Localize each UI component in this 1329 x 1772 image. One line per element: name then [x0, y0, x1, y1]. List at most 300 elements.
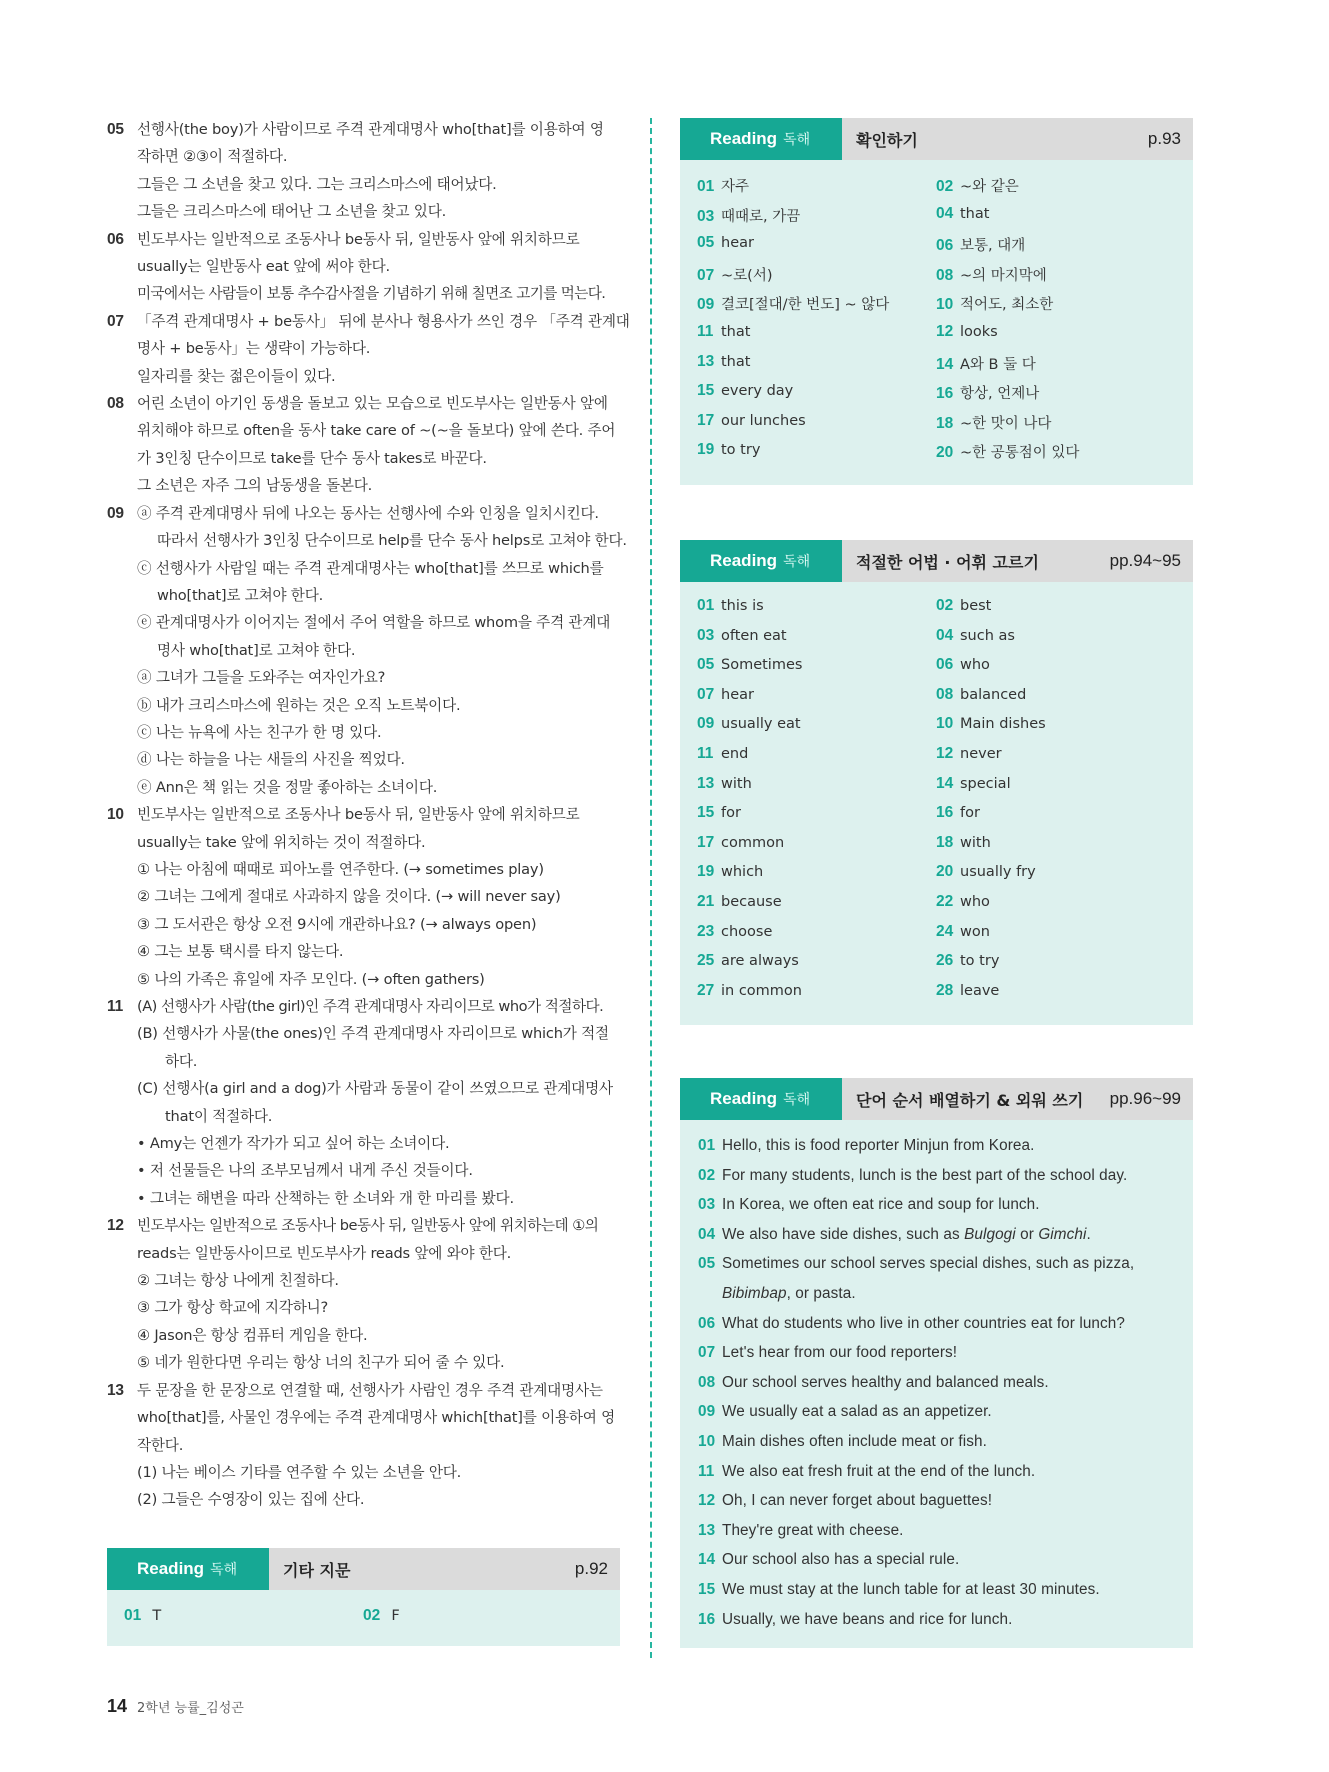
sentence-item	[698, 1611, 1012, 1629]
answer-item	[697, 293, 889, 314]
sentence-number: 02	[698, 1166, 716, 1184]
answer-item	[697, 863, 763, 881]
text-line: 그 소년은 자주 그의 남동생을 돌본다.	[137, 477, 373, 495]
question-10	[107, 801, 627, 993]
answer-item	[697, 412, 806, 430]
answer-item	[936, 745, 1002, 763]
sentence-item	[698, 1581, 1100, 1599]
answer-number: 05	[697, 234, 715, 252]
sentence-number: 05	[698, 1255, 716, 1273]
question-05	[107, 116, 627, 226]
text-line: ④ Jason은 항상 컴퓨터 게임을 한다.	[137, 1326, 368, 1344]
answer-number: 04	[936, 626, 954, 644]
answer-number: 02	[936, 597, 954, 614]
answer-item	[936, 597, 991, 615]
reading-tag	[680, 118, 842, 160]
answer-text: Main dishes	[960, 716, 1046, 733]
question-number: 12	[107, 1217, 124, 1235]
section-title: 기타 지문	[283, 1560, 351, 1580]
text-line: ⓔ 관계대명사가 이어지는 절에서 주어 역할을 하므로 whom을 주격 관계대	[137, 614, 611, 632]
answer-number: 07	[697, 685, 715, 703]
sentence-item	[698, 1315, 1125, 1333]
answer-number: 02	[363, 1607, 381, 1624]
answer-text: common	[721, 834, 785, 851]
tag-english: Reading	[710, 551, 778, 570]
answer-item	[936, 863, 1036, 881]
answer-number: 16	[936, 385, 954, 403]
sentence-item	[698, 1551, 959, 1569]
answer-number: 18	[936, 833, 954, 851]
sentence-item	[698, 1344, 957, 1362]
question-number: 06	[107, 230, 124, 248]
sentence-number: 12	[698, 1492, 716, 1510]
answer-number: 26	[936, 952, 954, 970]
sentence-text: We also have side dishes, such as Bulgogi or Gimchi.	[722, 1225, 1091, 1243]
text-line: 「주격 관계대명사 + be동사」 뒤에 분사나 형용사가 쓰인 경우 「주격 관계대	[137, 312, 630, 330]
section-word-order	[680, 1078, 1193, 1648]
text-line: reads는 일반동사이므로 빈도부사가 reads 앞에 와야 한다.	[137, 1244, 512, 1262]
sentence-text: Bibimbap, or pasta.	[722, 1285, 856, 1302]
answer-item	[936, 686, 1026, 704]
answer-text: hear	[721, 686, 754, 703]
answer-number: 01	[697, 178, 715, 195]
answer-item	[697, 893, 782, 911]
answer-item	[697, 597, 764, 615]
sentence-text: Let's hear from our food reporters!	[722, 1344, 958, 1362]
answer-text: 자주	[721, 179, 750, 195]
sentence-number: 10	[698, 1433, 716, 1450]
sentence-text: Sometimes our school serves special dishes, such as pizza,	[722, 1255, 1135, 1273]
answer-item	[936, 293, 1053, 314]
answer-number: 06	[936, 237, 954, 255]
answer-text: to try	[721, 442, 761, 459]
answer-item	[936, 441, 1079, 462]
answer-text: ~한 맛이 나다	[960, 415, 1052, 432]
answer-text: ~의 마지막에	[960, 267, 1047, 284]
answer-item	[936, 205, 989, 223]
page-reference: pp.94~95	[1109, 551, 1181, 570]
answer-text: such as	[960, 627, 1015, 644]
sentence-item	[698, 1196, 1040, 1214]
answer-item	[697, 382, 793, 400]
answer-text: hear	[721, 235, 754, 252]
answer-text: Sometimes	[721, 657, 803, 674]
answer-text: in common	[721, 982, 802, 999]
answer-text: T	[152, 1608, 162, 1624]
text-line: usually는 take 앞에 위치하는 것이 적절하다.	[137, 833, 426, 851]
question-number: 05	[107, 121, 124, 138]
section-header	[680, 1078, 1193, 1120]
answer-text: who	[960, 894, 990, 910]
sentence-item	[698, 1255, 1134, 1273]
tag-english: Reading	[710, 129, 778, 148]
sentence-text: We usually eat a salad as an appetizer.	[722, 1403, 992, 1421]
sentence-number: 04	[698, 1225, 716, 1243]
sentence-text: In Korea, we often eat rice and soup for lunch.	[722, 1196, 1040, 1214]
answer-item	[936, 834, 991, 852]
sentence-number: 15	[698, 1581, 716, 1598]
text-line: ⓔ Ann은 책 읽는 것을 정말 좋아하는 소녀이다.	[137, 778, 438, 796]
text-line: 작하면 ②③이 적절하다.	[137, 148, 288, 166]
question-number: 10	[107, 806, 124, 824]
question-12	[107, 1212, 627, 1376]
question-11	[107, 993, 627, 1212]
sentence-text: Hello, this is food reporter Minjun from Korea.	[722, 1137, 1035, 1154]
answer-item	[124, 1607, 161, 1625]
text-line: 작한다.	[137, 1436, 184, 1454]
section-header	[680, 540, 1193, 582]
text-line: 하다.	[165, 1052, 198, 1070]
sentence-item	[698, 1492, 992, 1510]
answer-item	[936, 715, 1046, 733]
answer-text: this is	[721, 598, 764, 614]
answer-number: 09	[697, 715, 715, 733]
text-line: 그들은 그 소년을 찾고 있다. 그는 크리스마스에 태어났다.	[137, 175, 497, 193]
answer-number: 01	[124, 1607, 142, 1624]
answer-number: 14	[936, 774, 954, 792]
answer-item	[936, 923, 990, 941]
sentence-item	[698, 1463, 1035, 1481]
text-line: 명사 + be동사」는 생략이 가능하다.	[137, 340, 371, 358]
text-line: ④ 그는 보통 택시를 타지 않는다.	[137, 943, 344, 961]
text-line: ⓑ 내가 크리스마스에 원하는 것은 오직 노트북이다.	[137, 696, 461, 714]
answer-text: balanced	[960, 686, 1027, 703]
sentence-number: 13	[698, 1521, 716, 1539]
answer-number: 17	[697, 833, 715, 851]
sentence-text: We must stay at the lunch table for at least 30 minutes.	[722, 1581, 1100, 1598]
answer-number: 28	[936, 981, 954, 999]
reading-tag	[107, 1548, 269, 1590]
text-line: (1) 나는 베이스 기타를 연주할 수 있는 소년을 안다.	[137, 1463, 462, 1481]
answer-number: 01	[697, 597, 715, 614]
text-line: (C) 선행사(a girl and a dog)가 사람과 동물이 같이 쓰였으므로 관계대명사	[137, 1080, 613, 1098]
answer-text: 결코[절대/한 번도] ~ 않다	[721, 297, 890, 314]
answer-text: 항상, 언제나	[960, 386, 1040, 403]
answer-item	[697, 234, 754, 252]
text-line: 그들은 크리스마스에 태어난 그 소년을 찾고 있다.	[137, 203, 447, 221]
answer-item	[936, 412, 1051, 433]
sentence-text: We also eat fresh fruit at the end of the lunch.	[722, 1462, 1036, 1480]
reading-tag	[680, 540, 842, 582]
sentence-number: 09	[698, 1403, 716, 1421]
answer-text: F	[391, 1608, 400, 1624]
text-line: ⓐ 그녀가 그들을 도와주는 여자인가요?	[137, 669, 386, 687]
answer-number: 07	[697, 266, 715, 284]
answer-text: never	[960, 746, 1002, 762]
answer-number: 06	[936, 656, 954, 674]
answer-text: 보통, 대개	[960, 238, 1026, 255]
sentence-item	[698, 1403, 992, 1421]
answer-item	[936, 775, 1011, 793]
sentence-text: They're great with cheese.	[722, 1521, 904, 1539]
section-title: 적절한 어법 · 어휘 고르기	[856, 552, 1039, 572]
answer-item	[697, 775, 752, 793]
sentence-number: 16	[698, 1610, 716, 1628]
answer-item	[936, 353, 1036, 374]
answer-number: 27	[697, 981, 715, 999]
text-line: ⑤ 나의 가족은 휴일에 자주 모인다. (→ often gathers)	[137, 970, 485, 988]
question-08	[107, 390, 627, 500]
question-number: 07	[107, 312, 124, 330]
sentence-number: 07	[698, 1344, 716, 1362]
answer-number: 15	[697, 804, 715, 822]
answer-text: to try	[960, 953, 1000, 970]
text-line: who[that]를, 사물인 경우에는 주격 관계대명사 which[that]를 이용하여 영	[137, 1409, 616, 1427]
question-number: 13	[107, 1381, 124, 1399]
text-line: 일자리를 찾는 젊은이들이 있다.	[137, 367, 336, 385]
text-line: ⓐ 주격 관계대명사 뒤에 나오는 동사는 선행사에 수와 인칭을 일치시킨다.	[137, 504, 599, 522]
text-line: (B) 선행사가 사물(the ones)인 주격 관계대명사 자리이므로 which가 적절	[137, 1025, 609, 1043]
tag-english: Reading	[710, 1089, 778, 1108]
tag-english: Reading	[137, 1559, 205, 1578]
answer-text: A와 B 둘 다	[960, 356, 1036, 373]
answer-item	[936, 234, 1025, 255]
answer-text: that	[721, 353, 751, 370]
text-line: • 저 선물들은 나의 조부모님께서 내게 주신 것들이다.	[137, 1162, 473, 1180]
answer-text: leave	[960, 982, 1000, 999]
answer-item	[936, 893, 990, 911]
answer-item	[697, 627, 787, 645]
text-line: ⓒ 선행사가 사람일 때는 주격 관계대명사는 who[that]를 쓰므로 which를	[137, 559, 604, 577]
text-line: 선행사(the boy)가 사람이므로 주격 관계대명사 who[that]를 이용하여 영	[137, 121, 604, 138]
text-line: (A) 선행사가 사람(the girl)인 주격 관계대명사 자리이므로 who가 적절하다.	[137, 998, 604, 1015]
section-title: 확인하기	[856, 130, 918, 150]
question-09	[107, 500, 627, 801]
answer-number: 15	[697, 382, 715, 400]
text-line: 빈도부사는 일반적으로 조동사나 be동사 뒤, 일반동사 앞에 위치하는데 ①의	[137, 1217, 599, 1235]
section-check	[680, 118, 1193, 485]
sentence-item	[698, 1137, 1034, 1155]
text-line: 명사 who[that]로 고쳐야 한다.	[157, 641, 356, 659]
answer-text: ~로(서)	[721, 267, 773, 284]
answer-text: ~한 공통점이 있다	[960, 445, 1080, 462]
sentence-text: Our school also has a special rule.	[722, 1551, 960, 1569]
text-line: ⓓ 나는 하늘을 나는 새들의 사진을 찍었다.	[137, 751, 405, 769]
answer-item	[936, 627, 1015, 645]
answer-item	[936, 982, 999, 1000]
text-line: ② 그녀는 그에게 절대로 사과하지 않을 것이다. (→ will never say)	[137, 888, 561, 906]
answer-item	[697, 715, 801, 733]
answer-text: usually fry	[960, 864, 1036, 881]
answer-number: 05	[697, 656, 715, 674]
answer-item	[936, 382, 1039, 403]
answer-text: every day	[721, 383, 794, 400]
tag-korean: 독해	[210, 1562, 238, 1578]
text-line: 위치해야 하므로 often을 동사 take care of ~(~을 돌보다) 앞에 쓴다. 주어	[137, 422, 616, 440]
book-title: 2학년 능률_김성곤	[137, 1701, 244, 1716]
answer-item	[936, 323, 998, 341]
page-reference: p.92	[574, 1559, 608, 1578]
sentence-item	[698, 1374, 1049, 1392]
answer-number: 09	[697, 296, 715, 314]
answer-item	[697, 834, 784, 852]
answer-number: 24	[936, 922, 954, 940]
answer-item	[697, 175, 749, 196]
answer-number: 13	[697, 352, 715, 370]
answer-text: because	[721, 894, 782, 910]
answer-text: for	[960, 805, 980, 822]
page-reference: pp.96~99	[1109, 1089, 1181, 1108]
answer-item	[363, 1607, 400, 1625]
answer-number: 04	[936, 204, 954, 222]
answer-text: choose	[721, 923, 773, 940]
answer-item	[697, 264, 772, 285]
answer-number: 17	[697, 411, 715, 429]
sentence-text: Oh, I can never forget about baguettes!	[722, 1492, 993, 1510]
text-line: ③ 그가 항상 학교에 지각하니?	[137, 1299, 329, 1317]
answer-number: 10	[936, 296, 954, 314]
answer-text: for	[721, 805, 741, 822]
answer-text: our lunches	[721, 412, 806, 429]
answer-item	[936, 804, 980, 822]
answer-text: that	[721, 324, 751, 340]
answer-text: who	[960, 657, 990, 674]
sentence-number: 03	[698, 1196, 716, 1214]
sentence-item	[698, 1285, 856, 1303]
answer-number: 13	[697, 774, 715, 792]
sentence-item	[698, 1522, 904, 1540]
column-divider	[650, 118, 652, 1658]
text-line: ② 그녀는 항상 나에게 친절하다.	[137, 1272, 339, 1290]
text-line: • 그녀는 해변을 따라 산책하는 한 소녀와 개 한 마리를 봤다.	[137, 1189, 514, 1207]
text-line: ① 나는 아침에 때때로 피아노를 연주한다. (→ sometimes play)	[137, 860, 544, 878]
answer-number: 08	[936, 266, 954, 284]
sentence-item	[698, 1226, 1091, 1244]
answer-text: looks	[960, 324, 998, 340]
question-number: 08	[107, 395, 124, 413]
question-13	[107, 1377, 627, 1514]
answer-item	[697, 686, 754, 704]
answer-number: 03	[697, 207, 715, 225]
answer-number: 08	[936, 685, 954, 703]
question-07	[107, 308, 630, 390]
answer-item	[697, 923, 772, 941]
sentence-number: 08	[698, 1373, 716, 1391]
sentence-text: Usually, we have beans and rice for lunch.	[722, 1610, 1013, 1628]
answer-text: ~와 같은	[960, 179, 1019, 195]
page-number: 14	[107, 1696, 128, 1716]
sentence-text: Our school serves healthy and balanced meals.	[722, 1373, 1049, 1391]
answer-item	[697, 353, 750, 371]
answer-number: 12	[936, 745, 954, 762]
page-footer	[107, 1696, 244, 1717]
answer-item	[697, 323, 750, 341]
sentence-number: 01	[698, 1137, 716, 1154]
question-number: 09	[107, 504, 124, 522]
answer-text: special	[960, 775, 1011, 792]
answer-number: 02	[936, 178, 954, 195]
answer-text: best	[960, 598, 992, 614]
question-number: 11	[107, 998, 123, 1015]
answer-text: with	[721, 775, 752, 792]
answer-text: won	[960, 923, 990, 940]
tag-korean: 독해	[783, 132, 811, 148]
answer-item	[936, 264, 1047, 285]
answer-item	[936, 952, 999, 970]
explanations-column	[107, 116, 630, 1514]
answer-text: 때때로, 가끔	[721, 208, 801, 225]
sentence-item	[698, 1167, 1127, 1185]
text-line: ⓒ 나는 뉴욕에 사는 친구가 한 명 있다.	[137, 723, 382, 741]
text-line: 두 문장을 한 문장으로 연결할 때, 선행사가 사람인 경우 주격 관계대명사는	[137, 1381, 603, 1399]
answer-number: 14	[936, 355, 954, 373]
sentence-text: Main dishes often include meat or fish.	[722, 1433, 987, 1450]
answer-number: 25	[697, 952, 715, 970]
answer-item	[697, 656, 802, 674]
sentence-item	[698, 1433, 987, 1451]
text-line: • Amy는 언젠가 작가가 되고 싶어 하는 소녀이다.	[137, 1135, 450, 1153]
text-line: 어린 소년이 아기인 동생을 돌보고 있는 모습으로 빈도부사는 일반동사 앞에	[137, 395, 608, 413]
answer-number: 11	[697, 745, 714, 762]
tag-korean: 독해	[783, 554, 811, 570]
answer-text: often eat	[721, 627, 787, 644]
answer-number: 19	[697, 441, 715, 459]
answer-number: 03	[697, 626, 715, 644]
answer-item	[936, 175, 1019, 196]
answer-number: 23	[697, 922, 715, 940]
answer-item	[697, 804, 741, 822]
section-grammar	[680, 540, 1193, 1025]
text-line: 미국에서는 사람들이 보통 추수감사절을 기념하기 위해 칠면조 고기를 먹는다.	[137, 285, 606, 303]
text-line: 빈도부사는 일반적으로 조동사나 be동사 뒤, 일반동사 앞에 위치하므로	[137, 230, 580, 248]
answer-number: 19	[697, 863, 715, 881]
sentence-text: For many students, lunch is the best part of the school day.	[722, 1166, 1128, 1184]
answer-number: 22	[936, 893, 954, 910]
sentence-number: 11	[698, 1462, 715, 1480]
page-reference: p.93	[1147, 129, 1181, 148]
section-title: 단어 순서 배열하기 & 외워 쓰기	[856, 1090, 1084, 1110]
text-line: who[that]로 고쳐야 한다.	[157, 586, 324, 604]
answer-number: 11	[697, 323, 714, 340]
text-line: ③ 그 도서관은 항상 오전 9시에 개관하나요? (→ always open)	[137, 915, 537, 933]
answer-number: 18	[936, 414, 954, 432]
text-line: (2) 그들은 수영장이 있는 집에 산다.	[137, 1491, 365, 1509]
text-line: 따라서 선행사가 3인칭 단수이므로 help를 단수 동사 helps로 고쳐야 한다.	[157, 532, 627, 550]
answer-item	[697, 952, 799, 970]
text-line: usually는 일반동사 eat 앞에 써야 한다.	[137, 258, 390, 276]
answer-number: 20	[936, 863, 954, 881]
answer-text: usually eat	[721, 716, 801, 733]
answer-item	[697, 982, 802, 1000]
text-line: 가 3인칭 단수이므로 take를 단수 동사 takes로 바꾼다.	[137, 449, 487, 467]
sentence-text: What do students who live in other countries eat for lunch?	[722, 1314, 1125, 1332]
section-header	[680, 118, 1193, 160]
answer-item	[697, 745, 748, 763]
text-line: that이 적절하다.	[165, 1107, 273, 1125]
sentence-number: 06	[698, 1314, 716, 1332]
answer-text: with	[960, 834, 991, 851]
answer-text: 적어도, 최소한	[960, 297, 1054, 314]
answer-text: end	[721, 746, 749, 762]
answer-number: 20	[936, 444, 954, 462]
question-06	[107, 226, 627, 308]
text-line: ⑤ 네가 원한다면 우리는 항상 너의 친구가 되어 줄 수 있다.	[137, 1354, 505, 1372]
section-other-passage	[107, 1548, 620, 1646]
answer-number: 21	[697, 893, 715, 910]
answer-text: which	[721, 864, 764, 881]
answer-item	[936, 656, 990, 674]
text-line: 빈도부사는 일반적으로 조동사나 be동사 뒤, 일반동사 앞에 위치하므로	[137, 806, 580, 824]
answer-number: 12	[936, 323, 954, 340]
sentence-number: 14	[698, 1551, 716, 1569]
section-header	[107, 1548, 620, 1590]
answer-text: that	[960, 205, 990, 222]
answer-number: 10	[936, 715, 954, 733]
answer-item	[697, 205, 800, 226]
tag-korean: 독해	[783, 1092, 811, 1108]
answer-number: 16	[936, 804, 954, 822]
answer-text: are always	[721, 953, 799, 970]
